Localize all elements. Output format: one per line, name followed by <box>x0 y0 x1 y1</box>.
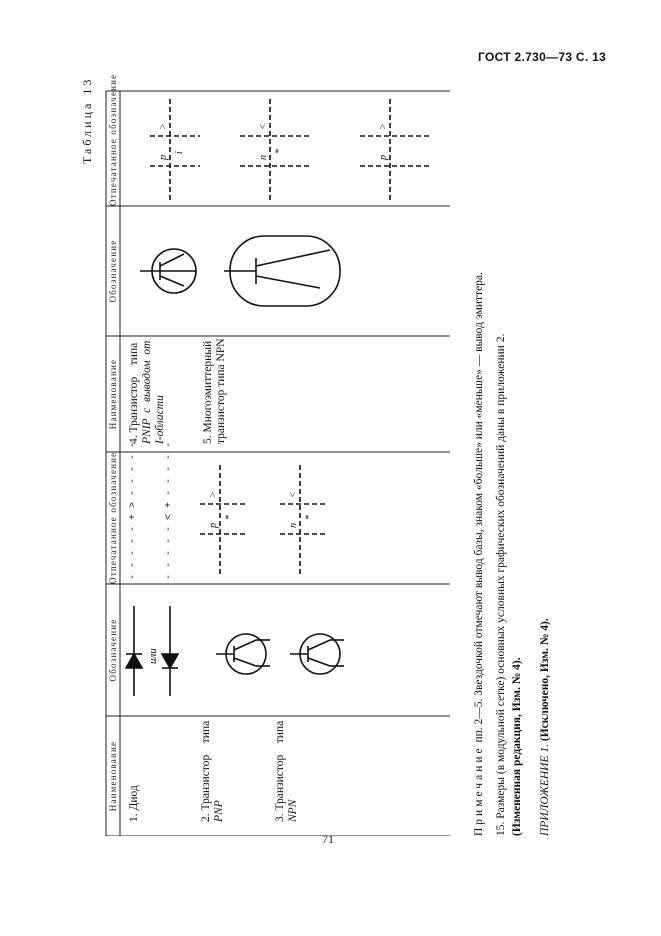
row-multiemitter-name <box>202 338 228 444</box>
item-15-revision: (Измененная редакция, Изм. № 4). <box>511 657 523 836</box>
item-15: 15. Размеры (в модульной сетке) основных условных графических обозначений даны в приложении 2. <box>495 333 507 836</box>
note-range: пп. 2—5 <box>473 701 485 743</box>
printed-npn-n: n <box>288 523 299 528</box>
printed-pnp-star: * <box>224 515 235 520</box>
printed-me-star: * <box>274 149 285 154</box>
note-label: Примечание <box>473 745 485 836</box>
diode-symbol-2 <box>162 606 178 696</box>
row-pnip-name <box>128 338 167 444</box>
symbols-right <box>120 206 450 336</box>
col-header-symbol-left: Обозначение <box>108 618 118 682</box>
row-pnip-name-line1: 4. Транзистор типа <box>128 342 140 444</box>
row-multiemitter-name-line2: транзистор типа NPN <box>215 338 227 444</box>
diode-symbol-1 <box>126 606 142 696</box>
appendix-label: ПРИЛОЖЕНИЕ 1. <box>539 744 551 836</box>
row-pnp-name-line1: 2. Транзистор типа <box>200 720 212 822</box>
printed-me2-p: p <box>378 155 389 160</box>
appendix-1-note <box>538 618 552 836</box>
col-header-symbol-right: Обозначение <box>108 239 118 303</box>
multiemitter-transistor-symbol <box>224 236 340 306</box>
printed-npn-star: * <box>304 515 315 520</box>
row-pnp-name <box>200 718 226 822</box>
appendix-status: (Исключено, Изм. № 4). <box>539 618 551 742</box>
row-diode-name: 1. Диод <box>128 785 140 822</box>
row-npn-name-line1: 3. Транзистор типа <box>274 720 286 822</box>
printed-diode-b: - - - - - < + - - - - - <box>164 441 175 580</box>
row-pnip-name-line2: PNIP с выводом от <box>141 340 153 444</box>
col-header-name-right: Наименование <box>108 358 118 430</box>
printed-me2-gt: > <box>378 123 389 130</box>
printed-me-lt: < <box>258 123 269 130</box>
pnp-transistor-symbol <box>216 634 270 674</box>
row-pnp-name-line2: PNP <box>213 800 225 822</box>
printed-transistors-left <box>190 452 350 584</box>
printed-pnp-p: p <box>208 523 219 528</box>
printed-pnip-gt: > <box>158 123 169 130</box>
printed-diode-a: - - - - - + > - - - - - <box>128 441 139 580</box>
table-note <box>472 272 486 836</box>
row-npn-name <box>274 718 300 822</box>
row-multiemitter-name-line1: 5. Многоэмиттерный <box>202 340 214 444</box>
col-header-printed-right: Отпечатанное обозначение <box>108 73 118 206</box>
printed-me-n: n <box>258 155 269 160</box>
row-npn-name-line2: NPN <box>287 799 299 822</box>
printed-npn-lt: < <box>288 491 299 498</box>
page-number: 71 <box>322 832 334 846</box>
printed-transistors-right <box>120 91 450 206</box>
note-text: . Звездочкой отмечают вывод базы, знаком «больше» или «меньше» — вывод эмиттера. <box>473 272 485 702</box>
npn-transistor-symbol <box>290 634 344 674</box>
rotated-table-block <box>80 73 660 836</box>
diode-alt-label: или <box>147 648 159 664</box>
pnip-transistor-symbol <box>140 249 196 293</box>
printed-pnp-gt: > <box>208 491 219 498</box>
row-pnip-name-line3: I-области <box>154 395 166 444</box>
col-header-printed-left: Отпечатанное обозначение <box>108 451 118 584</box>
printed-pnip-p: p <box>158 155 169 160</box>
table-caption: Таблица 13 <box>80 76 94 164</box>
col-header-name-left: Наименование <box>108 740 118 812</box>
symbols-left <box>120 584 450 716</box>
printed-pnip-i: i <box>174 151 185 154</box>
page-header: ГОСТ 2.730—73 С. 13 <box>478 50 607 64</box>
